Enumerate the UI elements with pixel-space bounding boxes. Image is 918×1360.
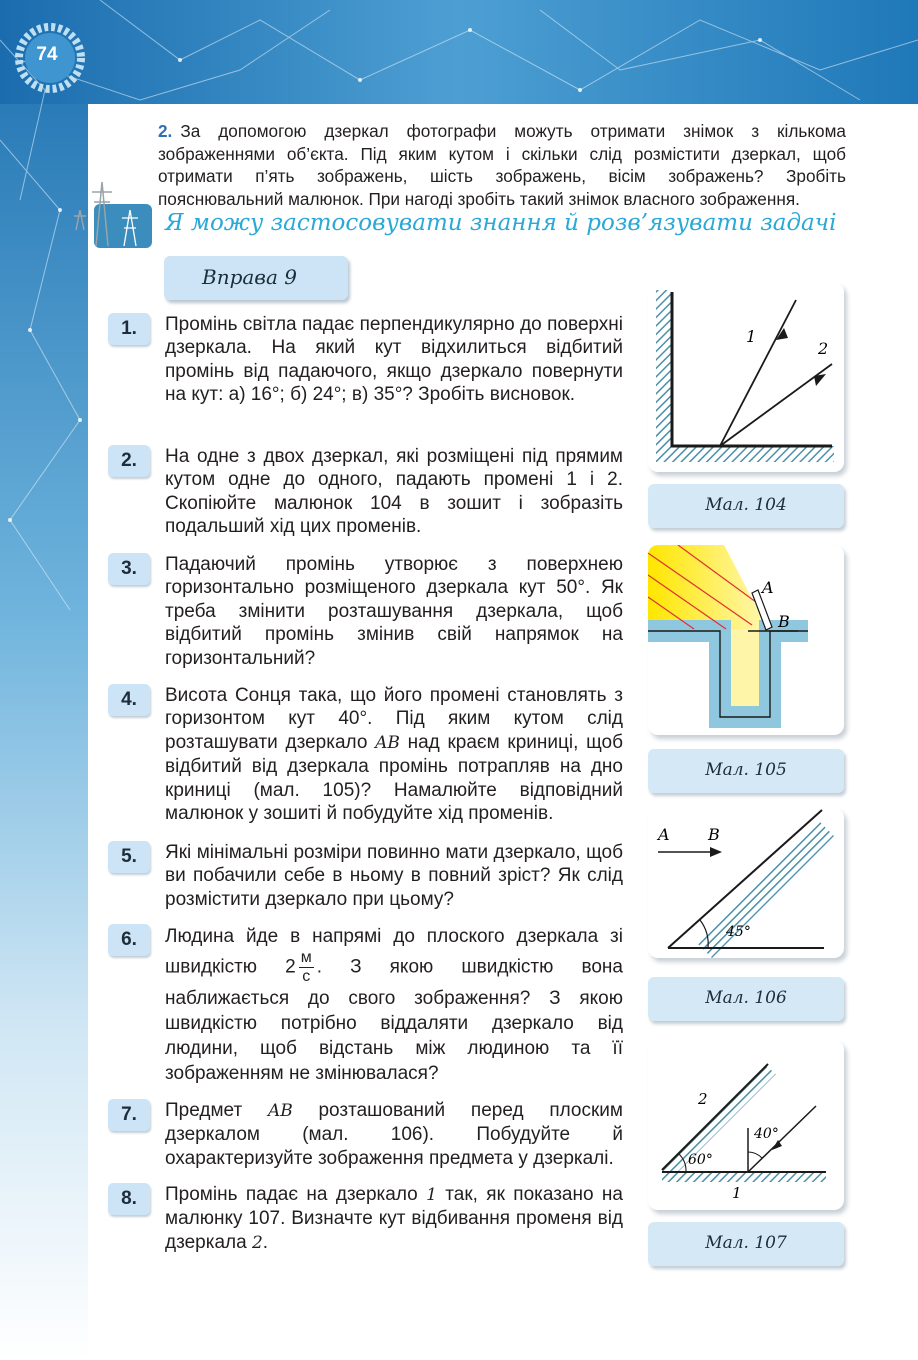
problem-5-text: Які мінімальні розміри повинно мати дзеркало, щоб ви побачили себе в ньому в повний зріст? Як слід розмістити дзеркало при цьому? (165, 842, 623, 910)
problem-6-text: Людина йде в напрямі до плоского дзеркала зі швидкістю 2 $\frac{м}{с}$ . З якою швидкістю вона наближається до свого зображення? З якою швидкістю потрібно віддаляти дзеркало від людини, щоб відстань між людиною та її зображенням не змінювалася? (165, 926, 623, 1084)
problem-8-text: Промінь падає на дзеркало 1 так, як показано на малюнку 107. Визначте кут відбивання променя від дзеркала 2. (165, 1184, 623, 1253)
speed-unit-fraction: $\frac{м}{с}$ (300, 949, 312, 985)
figure-107 (648, 1040, 844, 1210)
angle-40-label: 40° (754, 1126, 779, 1142)
figure-107-drawing (648, 1040, 844, 1210)
figure-106-drawing (648, 808, 844, 958)
problem-3-number: 3. (108, 553, 150, 585)
problem-1-text: Промінь світла падає перпендикулярно до поверхні дзеркала. На який кут відхилиться відбитий промінь від падаючого, якщо дзеркало повернути на кут: а) 16°; б) 24°; в) 35°? Зробіть висновок. (165, 314, 623, 406)
task-2-number: 2. (158, 121, 173, 141)
task-2-body: За допомогою дзеркал фотографи можуть отримати знімок з кількома зображеннями об’єкта. Під яким кутом і скільки слід розмістити дзеркал, щоб отримати п’ять зображень, шість зображень, вісім зображень? Зробіть пояснювальний малюнок. При нагоді зробіть такий знімок власного зображення. (158, 121, 846, 209)
figure-104-drawing (648, 282, 844, 472)
problem-4-number: 4. (108, 684, 150, 716)
problem-5-number: 5. (108, 841, 150, 873)
caption-106: Мал. 106 (648, 977, 844, 1021)
pylon-icon (72, 180, 156, 250)
task-2-text (158, 120, 846, 210)
figure-105-drawing (648, 545, 844, 735)
mirror-2-label: 2 (698, 1090, 708, 1108)
problem-2-number: 2. (108, 445, 150, 477)
problem-2-text: На одне з двох дзеркал, які розміщені під прямим кутом одне до одного, падають промені 1 і 2. Скопіюйте малюнок 104 в зошит і зобразіть подальший хід цих променів. (165, 446, 623, 538)
problem-3-text: Падаючий промінь утворює з поверхнею горизонтально розміщеного дзеркала кут 50°. Як треба змінити розташування дзеркала, щоб відбитий промінь змінив свій напрямок на горизонтальний? (165, 554, 623, 669)
problem-7-text: Предмет AB розташований перед плоским дзеркалом (мал. 106). Побудуйте й охарактеризуйте зображення предмета у дзеркалі. (165, 1100, 623, 1169)
ray-1-label: 1 (746, 327, 757, 346)
figure-106 (648, 808, 844, 958)
caption-105: Мал. 105 (648, 749, 844, 793)
point-b-label: B (778, 612, 790, 631)
ray-2-label: 2 (818, 339, 829, 358)
problem-7-number: 7. (108, 1099, 150, 1131)
mirror-1-label: 1 (732, 1184, 742, 1202)
object-a-label: A (658, 825, 670, 844)
page-number: 74 (36, 44, 58, 65)
point-a-label: A (762, 578, 774, 597)
problem-8-number: 8. (108, 1183, 150, 1215)
caption-104: Мал. 104 (648, 484, 844, 528)
angle-60-label: 60° (688, 1152, 713, 1168)
exercise-label: Вправа 9 (202, 265, 297, 289)
exercise-tab (164, 256, 348, 300)
problem-1-number: 1. (108, 313, 150, 345)
figure-104 (648, 282, 844, 472)
object-b-label: B (708, 825, 720, 844)
angle-45-label: 45° (726, 924, 751, 940)
section-title: Я можу застосовувати знання й розв’язувати задачі (165, 210, 837, 236)
problem-6-number: 6. (108, 924, 150, 956)
problem-4-text: Висота Сонця така, що його промені становлять з горизонтом кут 40°. Під яким кутом слід розташувати дзеркало AB над краєм криниці, щоб відбитий від дзеркала промінь потрапляв на дно криниці (мал. 105)? Намалюйте відповідний малюнок у зошиті й побудуйте хід променів. (165, 685, 623, 825)
caption-107: Мал. 107 (648, 1222, 844, 1266)
figure-105 (648, 545, 844, 735)
